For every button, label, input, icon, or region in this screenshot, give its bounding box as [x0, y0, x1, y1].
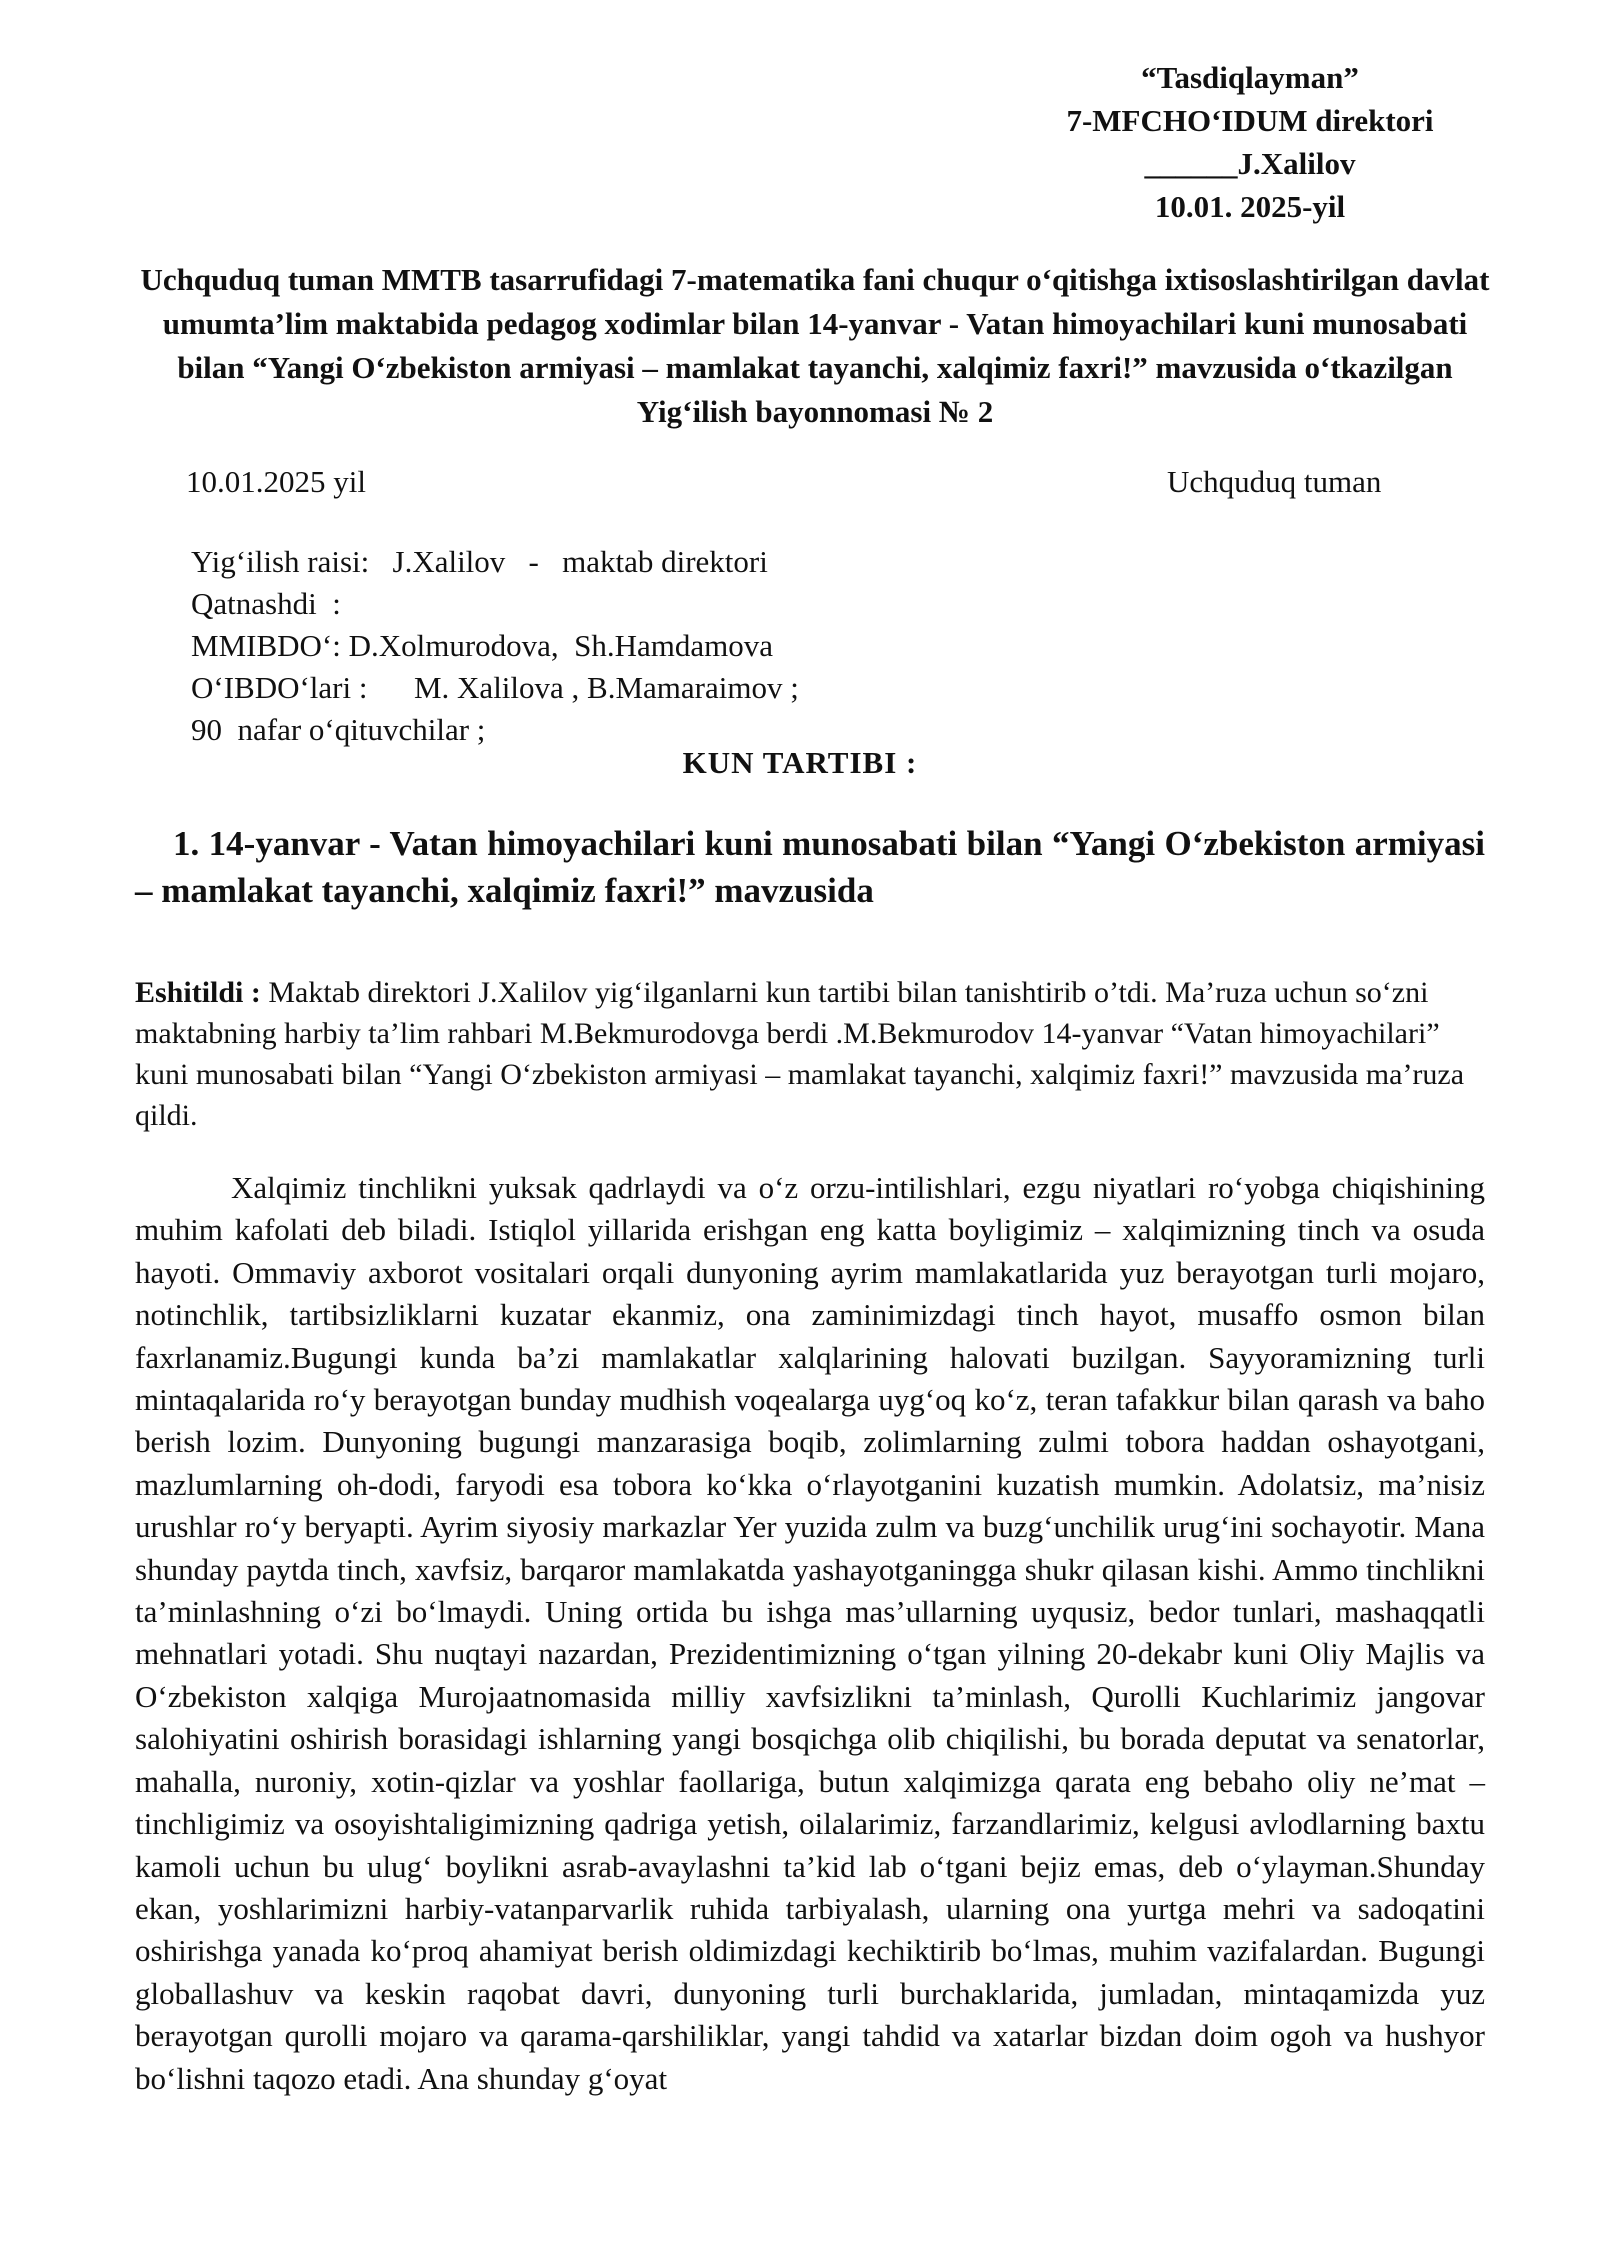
heard-label: Eshitildi :	[135, 976, 261, 1009]
participants-teachers: 90 nafar o‘qituvchilar ;	[191, 712, 486, 747]
participants-block	[191, 541, 1091, 751]
meeting-date: 10.01.2025 yil	[186, 464, 366, 499]
participants-mmibdo: MMIBDO‘: D.Xolmurodova, Sh.Hamdamova	[191, 628, 774, 663]
meeting-place: Uchquduq tuman	[1167, 464, 1382, 499]
document-title	[140, 258, 1490, 434]
title-main: Uchquduq tuman MMTB tasarrufidagi 7-matematika fani chuqur o‘qitishga ixtisoslashtirilgan davlat umumta’lim maktabida pedagog xodimlar bilan 14-yanvar - Vatan himoyachilari kuni munosabati bilan “Yangi O‘zbekiston armiyasi – mamlakat tayanchi, xalqimiz faxri!” mavzusida o‘tkazilgan	[140, 262, 1490, 385]
approval-block	[1010, 56, 1490, 228]
participants-oibdo: O‘IBDO‘lari : M. Xalilova , B.Mamaraimov ;	[191, 670, 799, 705]
agenda-item-number: 1	[173, 824, 191, 863]
approval-heading: “Tasdiqlayman”	[1141, 60, 1359, 95]
title-protocol-number: Yig‘ilish bayonnomasi № 2	[636, 394, 994, 429]
heard-section	[135, 972, 1465, 1136]
approval-date: 10.01. 2025-yil	[1154, 189, 1346, 224]
speech-paragraph: Xalqimiz tinchlikni yuksak qadrlaydi va o‘z orzu-intilishlari, ezgu niyatlari ro‘yobga chiqishining muhim kafolati deb biladi. Istiqlol yillarida erishgan eng katta boyligimiz – xalqimizning tinch va osuda hayoti. Ommaviy axborot vositalari orqali dunyoning ayrim mamlakatlarida yuz berayotgan turli mojaro, notinchlik, tartibsizliklarni kuzatar ekanmiz, ona zaminimizdagi tinch hayot, musaffo osmon bilan faxrlanamiz.Bugungi kunda ba’zi mamlakatlar xalqlarining halovati buzilgan. Sayyoramizning turli mintaqalarida ro‘y berayotgan bunday mudhish voqealarga uyg‘oq ko‘z, teran tafakkur bilan qarash va baho berish lozim. Dunyoning bugungi manzarasiga boqib, zolimlarning zulmi tobora haddan oshayotgani, mazlumlarning oh-dodi, faryodi esa tobora ko‘kka o‘rlayotganini kuzatish mumkin. Adolatsiz, ma’nisiz urushlar ro‘y beryapti. Ayrim siyosiy markazlar Yer yuzida zulm va buzg‘unchilik urug‘ini sochayotir. Mana shunday paytda tinch, xavfsiz, barqaror mamlakatda yashayotganingga shukr qilasan kishi. Ammo tinchlikni ta’minlashning o‘zi bo‘lmaydi. Uning ortida bu ishga mas’ullarning uyqusiz, bedor tunlari, mashaqqatli mehnatlari yotadi. Shu nuqtayi nazardan, Prezidentimizning o‘tgan yilning 20-dekabr kuni Oliy Majlis va O‘zbekiston xalqiga Murojaatnomasida milliy xavfsizlikni ta’minlash, Qurolli Kuchlarimiz jangovar salohiyatini oshirish borasidagi ishlarning yangi bosqichga olib chiqilishi, bu borada deputat va senatorlar, mahalla, nuroniy, xotin-qizlar va yoshlar faollariga, butun xalqimizga qarata eng bebaho oliy ne’mat – tinchligimiz va osoyishtaligimizning qadriga yetish, oilalarimiz, farzandlarimiz, kelgusi avlodlarning baxtu kamoli uchun bu ulug‘ boylikni asrab-avaylashni ta’kid lab o‘tgani bejiz emas, deb o‘ylayman.Shunday ekan, yoshlarimizni harbiy-vatanparvarlik ruhida tarbiyalash, ularning ona yurtga mehri va sadoqatini oshirishga yanada ko‘proq ahamiyat berish oldimizdagi kechiktirib bo‘lmas, muhim vazifalardan. Bugungi globallashuv va keskin raqobat davri, dunyoning turli burchaklarida, jumladan, mintaqamizda yuz berayotgan qurolli mojaro va qarama-qarshiliklar, yangi tahdid va xatarlar bizdan doim ogoh va hushyor bo‘lishni taqozo etadi. Ana shunday g‘oyat	[135, 1170, 1485, 2096]
approver-signature: ______J.Xalilov	[1144, 146, 1356, 181]
agenda-item-1	[135, 820, 1485, 914]
meeting-chair: Yig‘ilish raisi: J.Xalilov - maktab direktori	[191, 544, 768, 579]
attended-label: Qatnashdi :	[191, 586, 341, 621]
heard-text: Maktab direktori J.Xalilov yig‘ilganlarni kun tartibi bilan tanishtirib o’tdi. Ma’ruza uchun so‘zni maktabning harbiy ta’lim rahbari M.Bekmurodovga berdi .M.Bekmurodov 14-yanvar “Vatan himoyachilari” kuni munosabati bilan “Yangi O‘zbekiston armiyasi – mamlakat tayanchi, xalqimiz faxri!” mavzusida ma’ruza qildi.	[135, 976, 1465, 1132]
approver-position: 7-MFCHO‘IDUM direktori	[1066, 103, 1434, 138]
agenda-item-text: . 14-yanvar - Vatan himoyachilari kuni munosabati bilan “Yangi O‘zbekiston armiyasi – mamlakat tayanchi, xalqimiz faxri!” mavzusida	[135, 824, 1485, 910]
agenda-heading: KUN TARTIBI :	[682, 745, 918, 780]
